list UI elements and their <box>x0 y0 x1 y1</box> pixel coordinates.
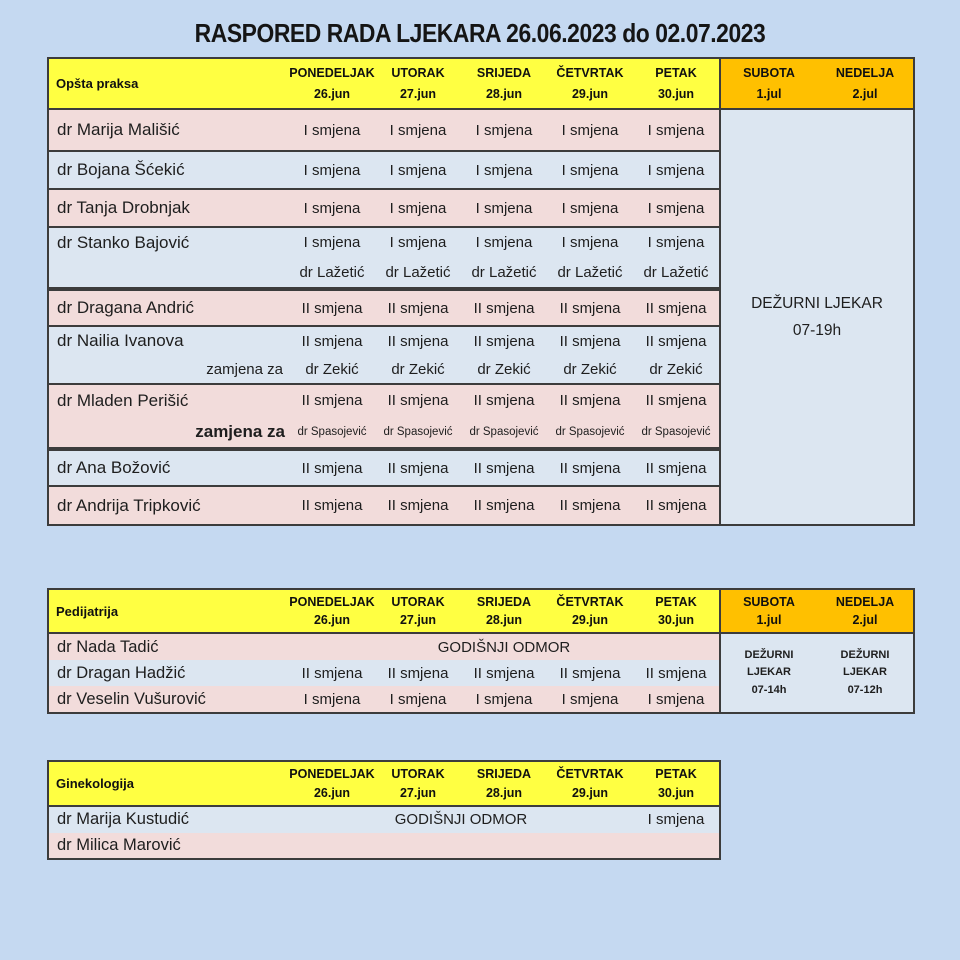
shift-cell: II smjena <box>301 299 363 317</box>
day-label: PONEDELJAK <box>289 66 375 80</box>
day-date: 27.jun <box>399 786 437 800</box>
substitute-doctor: dr Spasojević <box>297 425 367 438</box>
shift-cell: I smjena <box>475 161 533 179</box>
table-main-section <box>49 590 719 712</box>
day-header-monday <box>289 762 375 805</box>
table-header <box>49 762 719 807</box>
day-header-wednesday <box>461 59 547 108</box>
vacation-cell: GODIŠNJI ODMOR <box>394 811 528 829</box>
section-label: Ginekologija <box>56 776 135 791</box>
table-main-section <box>49 59 719 524</box>
shift-cell: II smjena <box>301 497 363 514</box>
weekend-duty-cell <box>721 110 913 524</box>
duty-hours: 07-12h <box>847 683 883 696</box>
day-label: ČETVRTAK <box>556 594 624 609</box>
table-header <box>49 59 719 110</box>
substitute-doctor: dr Lažetić <box>471 263 537 281</box>
day-label: SUBOTA <box>743 594 795 609</box>
shift-cell: I smjena <box>647 121 705 139</box>
day-date: 27.jun <box>399 613 437 628</box>
table-ginekologija <box>47 760 721 860</box>
day-label: ČETVRTAK <box>556 767 624 781</box>
shift-cell: I smjena <box>475 234 533 252</box>
substitute-doctor: dr Lažetić <box>385 263 451 281</box>
shift-cell: I smjena <box>475 199 533 217</box>
table-row <box>49 634 719 660</box>
day-date: 26.jun <box>313 786 351 800</box>
doctor-name: dr Mladen Perišić <box>57 390 189 410</box>
day-header-friday <box>633 59 719 108</box>
doctor-name: dr Milica Marović <box>57 835 181 854</box>
table-pedijatrija <box>47 588 915 714</box>
doctor-name: dr Tanja Drobnjak <box>57 198 190 217</box>
day-header-saturday <box>721 590 817 632</box>
table-row <box>49 188 719 226</box>
day-date: 26.jun <box>313 87 351 101</box>
day-header-wednesday <box>461 590 547 632</box>
shift-cell: I smjena <box>475 690 533 708</box>
day-label: SRIJEDA <box>476 66 532 80</box>
day-header-thursday <box>547 59 633 108</box>
day-header-sunday <box>817 59 913 108</box>
day-label: UTORAK <box>391 66 445 80</box>
substitute-doctor: dr Zekić <box>305 360 359 378</box>
substitute-doctor: dr Lažetić <box>643 263 709 281</box>
day-date: 30.jun <box>657 87 695 101</box>
day-header-friday <box>633 590 719 632</box>
day-date: 1.jul <box>756 87 782 101</box>
day-date: 28.jun <box>485 87 523 101</box>
shift-cell: II smjena <box>645 459 707 477</box>
shift-cell: I smjena <box>389 690 447 708</box>
shift-cell: I smjena <box>561 234 619 252</box>
table-opsta-praksa <box>47 57 915 526</box>
day-date: 27.jun <box>399 87 437 101</box>
day-header-thursday <box>547 590 633 632</box>
doctor-name: dr Nailia Ivanova <box>57 331 184 350</box>
day-header-saturday <box>721 59 817 108</box>
shift-cell: II smjena <box>645 332 707 350</box>
table-main-section <box>49 762 719 858</box>
duty-doctor-label: LJEKAR <box>842 666 887 679</box>
shift-cell: II smjena <box>387 459 449 477</box>
day-date: 1.jul <box>756 613 782 628</box>
shift-cell: I smjena <box>303 161 361 179</box>
table-row <box>49 110 719 150</box>
shift-cell: II smjena <box>559 299 621 317</box>
table-row <box>49 287 719 325</box>
section-label: Opšta praksa <box>56 76 139 91</box>
duty-doctor-label: DEŽURNI LJEKAR <box>751 294 883 312</box>
day-date: 30.jun <box>657 786 695 800</box>
doctor-name: dr Marija Mališić <box>57 120 180 139</box>
substitute-doctor: dr Spasojević <box>383 425 453 438</box>
duty-doctor-label: DEŽURNI <box>840 649 890 662</box>
shift-cell: II smjena <box>473 664 535 682</box>
day-date: 2.jul <box>852 87 878 101</box>
shift-cell: II smjena <box>473 459 535 477</box>
shift-cell: I smjena <box>561 121 619 139</box>
shift-cell: I smjena <box>561 161 619 179</box>
day-header-sunday <box>817 590 913 632</box>
weekend-duty-cells <box>721 634 913 712</box>
shift-cell: II smjena <box>387 497 449 514</box>
day-label: UTORAK <box>391 594 445 609</box>
day-label: PETAK <box>655 594 697 609</box>
shift-cell: I smjena <box>303 690 361 708</box>
day-date: 29.jun <box>571 87 609 101</box>
duty-hours: 07-19h <box>792 321 842 339</box>
shift-cell: I smjena <box>647 690 705 708</box>
day-label: SUBOTA <box>743 66 795 80</box>
shift-cell: I smjena <box>389 234 447 252</box>
day-date: 29.jun <box>571 613 609 628</box>
shift-cell: II smjena <box>559 459 621 477</box>
shift-cell: II smjena <box>473 332 535 350</box>
day-header-tuesday <box>375 762 461 805</box>
doctor-name: dr Dragan Hadžić <box>57 663 186 682</box>
shift-cell: I smjena <box>561 199 619 217</box>
day-date: 28.jun <box>485 613 523 628</box>
table-row <box>49 485 719 524</box>
shift-cell: II smjena <box>559 664 621 682</box>
duty-doctor-label: LJEKAR <box>746 666 791 679</box>
duty-sunday <box>817 634 913 712</box>
day-label: PONEDELJAK <box>289 767 375 781</box>
day-header-friday <box>633 762 719 805</box>
shift-cell: I smjena <box>303 234 361 252</box>
shift-cell: II smjena <box>301 459 363 477</box>
shift-cell: II smjena <box>301 664 363 682</box>
shift-cell: II smjena <box>645 299 707 317</box>
day-header-tuesday <box>375 590 461 632</box>
day-date: 30.jun <box>657 613 695 628</box>
doctor-name: dr Marija Kustudić <box>57 810 190 829</box>
shift-cell: II smjena <box>473 497 535 514</box>
day-header-monday <box>289 59 375 108</box>
table-row <box>49 833 719 859</box>
day-label: SRIJEDA <box>476 594 532 609</box>
shift-cell: I smjena <box>389 161 447 179</box>
weekend-section <box>719 590 913 712</box>
shift-cell: II smjena <box>473 299 535 317</box>
shift-cell: I smjena <box>647 161 705 179</box>
shift-cell: II smjena <box>473 392 535 409</box>
substitute-label: zamjena za <box>206 360 283 378</box>
shift-cell: II smjena <box>645 497 707 514</box>
shift-cell: II smjena <box>387 392 449 409</box>
shift-cell: I smjena <box>647 199 705 217</box>
day-header-monday <box>289 590 375 632</box>
substitute-doctor: dr Zekić <box>477 360 531 378</box>
page-title: RASPORED RADA LJEKARA 26.06.2023 do 02.07.2023 <box>194 18 766 48</box>
shift-cell: II smjena <box>645 664 707 682</box>
vacation-cell: GODIŠNJI ODMOR <box>437 638 571 656</box>
day-label: ČETVRTAK <box>556 66 624 80</box>
shift-cell: II smjena <box>301 332 363 350</box>
table-row <box>49 660 719 686</box>
weekend-header <box>721 59 913 110</box>
day-label: PONEDELJAK <box>289 594 375 609</box>
duty-doctor-label: DEŽURNI <box>744 649 794 662</box>
shift-cell: I smjena <box>389 121 447 139</box>
shift-cell: I smjena <box>303 121 361 139</box>
doctor-name: dr Stanko Bajović <box>57 232 190 252</box>
weekend-section <box>719 59 913 524</box>
table-row <box>49 226 719 287</box>
substitute-doctor: dr Spasojević <box>641 425 711 438</box>
table-row <box>49 383 719 447</box>
substitute-doctor: dr Spasojević <box>469 425 539 438</box>
shift-cell: I smjena <box>475 121 533 139</box>
day-header-tuesday <box>375 59 461 108</box>
shift-cell: II smjena <box>387 332 449 350</box>
duty-saturday <box>721 634 817 712</box>
doctor-name: dr Ana Božović <box>57 458 171 477</box>
day-label: PETAK <box>655 66 697 80</box>
doctor-name: dr Andrija Tripković <box>57 495 201 515</box>
doctor-name: dr Bojana Šćekić <box>57 160 185 179</box>
day-date: 28.jun <box>485 786 523 800</box>
day-label: PETAK <box>655 767 697 781</box>
substitute-doctor: dr Lažetić <box>557 263 623 281</box>
substitute-label: zamjena za <box>195 421 285 441</box>
section-label: Pedijatrija <box>56 603 119 619</box>
shift-cell: II smjena <box>387 664 449 682</box>
shift-cell: II smjena <box>559 392 621 409</box>
substitute-doctor: dr Zekić <box>649 360 703 378</box>
shift-cell: II smjena <box>387 299 449 317</box>
day-date: 2.jul <box>852 613 878 628</box>
doctor-name: dr Nada Tadić <box>57 637 159 656</box>
doctor-name: dr Veselin Vušurović <box>57 689 206 708</box>
table-header <box>49 590 719 634</box>
table-row <box>49 686 719 712</box>
day-header-thursday <box>547 762 633 805</box>
doctor-name: dr Dragana Andrić <box>57 298 195 317</box>
shift-cell: I smjena <box>647 811 705 829</box>
shift-cell: I smjena <box>561 690 619 708</box>
weekend-header <box>721 590 913 634</box>
shift-cell: I smjena <box>647 234 705 252</box>
shift-cell: II smjena <box>301 392 363 409</box>
substitute-doctor: dr Spasojević <box>555 425 625 438</box>
table-row <box>49 325 719 383</box>
shift-cell: II smjena <box>559 332 621 350</box>
day-label: SRIJEDA <box>476 767 532 781</box>
substitute-doctor: dr Zekić <box>391 360 445 378</box>
day-label: NEDELJA <box>835 66 895 80</box>
day-date: 26.jun <box>313 613 351 628</box>
duty-hours: 07-14h <box>751 683 787 696</box>
table-row <box>49 807 719 833</box>
shift-cell: II smjena <box>559 497 621 514</box>
day-label: UTORAK <box>391 767 445 781</box>
day-label: NEDELJA <box>835 594 895 609</box>
substitute-doctor: dr Zekić <box>563 360 617 378</box>
shift-cell: I smjena <box>303 199 361 217</box>
shift-cell: I smjena <box>389 199 447 217</box>
table-row <box>49 447 719 485</box>
table-row <box>49 150 719 188</box>
day-date: 29.jun <box>571 786 609 800</box>
substitute-doctor: dr Lažetić <box>299 263 365 281</box>
shift-cell: II smjena <box>645 392 707 409</box>
day-header-wednesday <box>461 762 547 805</box>
